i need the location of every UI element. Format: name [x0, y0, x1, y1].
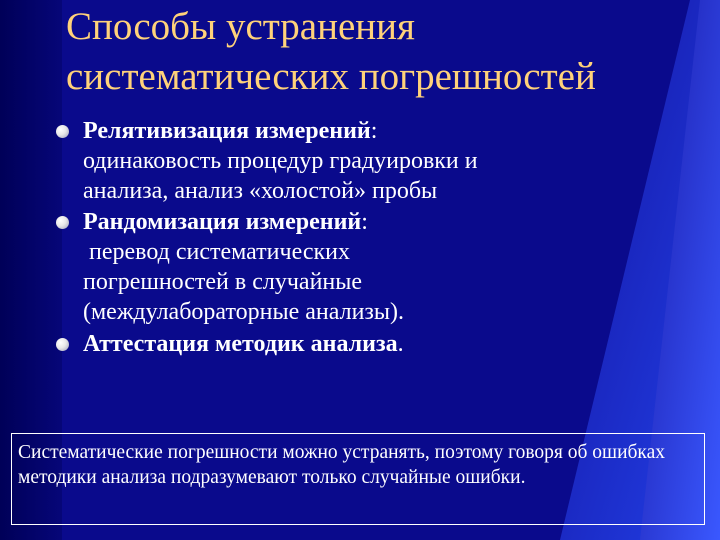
bullet-heading: Рандомизация измерений: [83, 209, 362, 235]
bullet-item: [50, 329, 630, 359]
note-box: Систематические погрешности можно устранять, поэтому говоря об ошибках методики анализа подразумевают только случайные ошибки.: [11, 433, 705, 525]
bullet-item: [50, 116, 630, 206]
bullet-text: одинаковость процедур градуировки и: [83, 148, 478, 174]
title-line: систематических погрешностей: [66, 55, 596, 98]
bullet-heading: Релятивизация измерений: [83, 118, 371, 144]
bullet-text: анализа, анализ «холостой» пробы: [83, 178, 438, 204]
bullet-separator: .: [397, 331, 404, 357]
bullet-separator: :: [361, 209, 368, 235]
bullet-dot-icon: [56, 216, 69, 229]
bullet-text: погрешностей в случайные: [83, 269, 363, 295]
bullet-heading: Аттестация методик анализа: [83, 331, 398, 357]
bullet-dot-icon: [56, 338, 69, 351]
bullet-text: (междулабораторные анализы).: [83, 299, 405, 325]
slide-title: [66, 2, 716, 102]
bullet-item: [50, 207, 630, 327]
bullet-separator: :: [370, 118, 378, 144]
title-line: Способы устранения: [66, 5, 415, 48]
bullet-list: [50, 116, 630, 359]
bullet-dot-icon: [56, 125, 69, 138]
bullet-text: перевод систематических: [89, 239, 350, 265]
